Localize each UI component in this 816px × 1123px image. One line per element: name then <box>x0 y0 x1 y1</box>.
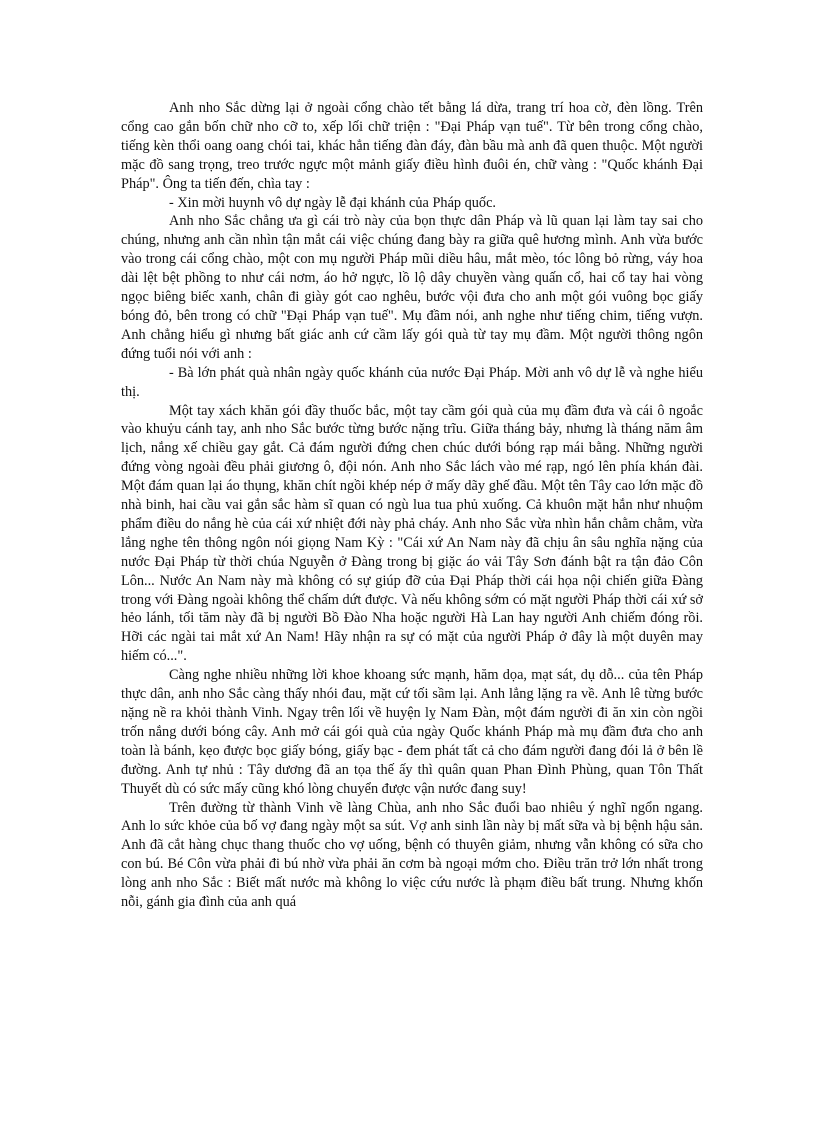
dialogue-invitation: - Xin mời huynh vô dự ngày lễ đại khánh của Pháp quốc. <box>169 194 496 211</box>
paragraph-french-woman: Anh nho Sắc chẳng ưa gì cái trò này của bọn thực dân Pháp và lũ quan lại làm tay sai cho chúng, nhưng anh cần nhìn tận mắt cái việc chúng đang bày ra giữa quê hương mình. Anh vừa bước vào trong cái cổng chào, một con mụ người Pháp mũi diều hâu, mắt mèo, tóc lông bỏ rừng, váy hoa dài lệt bệt phồng to như cái nơm, áo hở ngực, lồ lộ dây chuyền vàng quấn cổ, hai cổ tay hai vòng ngọc biêng biếc xanh, chân đi giày gót cao nghêu, bước vội đưa cho anh một gói vuông bọc giấy bóng đỏ, bên trong có chữ "Đại Pháp vạn tuế". Mụ đầm nói, anh nghe như tiếng chim, tiếng vượn. Anh chẳng hiểu gì nhưng bất giác anh cứ cầm lấy gói quà từ tay mụ đầm. Một người thông ngôn đứng tuổi nói với anh : <box>121 213 703 362</box>
paragraph-arrival: Anh nho Sắc dừng lại ở ngoài cổng chào tết bằng lá dừa, trang trí hoa cờ, đèn lồng. Trên cổng cao gắn bốn chữ nho cỡ to, xếp lối chữ triện : "Đại Pháp vạn tuế". Từ bên trong cổng chào, tiếng kèn thổi oang oang chói tai, khác hẳn tiếng đàn đáy, đàn bầu mà anh đã quen thuộc. Một người mặc đồ sang trọng, treo trước ngực một mảnh giấy điều hình đuôi én, chữ vàng : "Quốc khánh Đại Pháp". Ông ta tiến đến, chìa tay : <box>121 100 703 192</box>
paragraph-ceremony: Một tay xách khăn gói đầy thuốc bắc, một tay cầm gói quà của mụ đầm đưa và cái ô ngoắc vào khuỷu cánh tay, anh nho Sắc bước từng bước nặng trĩu. Giữa tháng bảy, nhưng là tháng năm âm lịch, nắng xế chiều gay gắt. Cả đám người đứng chen chúc dưới bóng rạp mái bằng. Những người đứng vòng ngoài đều phải giương ô, đội nón. Anh nho Sắc lách vào mé rạp, ngó lên phía khán đài. Một đám quan lại áo thụng, khăn chít ngồi khép nép ở mấy dãy ghế đầu. Một tên Tây cao lớn mặc đồ nhà binh, hai cầu vai gắn sắc hàm sĩ quan có ngù lua tua phủ xuống. Cả khuôn mặt hắn như nhuộm phẩm điều do nắng hè của cái xứ nhiệt đới này phả cháy. Anh nho Sắc vừa nhìn hắn chằm chằm, vừa lắng nghe tên thông ngôn nói giọng Nam Kỳ : "Cái xứ An Nam này đã chịu ân sâu nghĩa nặng của nước Đại Pháp từ thời chúa Nguyễn ở Đàng trong bị giặc áo vải Tây Sơn đánh bật ra tận đảo Côn Lôn... Nước An Nam này mà không có sự giúp đỡ của Đại Pháp thời cái họa nội chiến giữa Đàng trong với Đàng ngoài không thể chấm dứt được. Và nếu không sớm có mặt người Pháp thời cái xứ sở hẻo lánh, tối tăm này đã bị người Bồ Đào Nha hoặc người Hà Lan hay người Anh chiếm đóng rồi. Hỡi các ngài tai mắt xứ An Nam! Hãy nhận ra sự có mặt của người Pháp ở đây là một duyên may hiếm có...". <box>121 402 703 665</box>
paragraph-journey-home: Trên đường từ thành Vinh về làng Chùa, anh nho Sắc đuổi bao nhiêu ý nghĩ ngổn ngang. Anh lo sức khỏe của bố vợ đang ngày một sa sút. Vợ anh sinh lần này bị mất sữa và bị bệnh hậu sản. Anh đã cắt hàng chục thang thuốc cho vợ uống, bệnh có thuyên giảm, nhưng vẫn không có sữa cho con bú. Bé Côn vừa phải đi bú nhờ vừa phải ăn cơm bà ngoại mớm cho. Điều trăn trở lớn nhất trong lòng anh nho Sắc : Biết mất nước mà không lo việc cứu nước là phạm điều bất trung. Nhưng khốn nỗi, gánh gia đình của anh quá <box>121 799 703 911</box>
dialogue-interpreter: - Bà lớn phát quà nhân ngày quốc khánh của nước Đại Pháp. Mời anh vô dự lễ và nghe hiểu thị. <box>121 364 703 400</box>
paragraph-leaving: Càng nghe nhiều những lời khoe khoang sức mạnh, hăm dọa, mạt sát, dụ dỗ... của tên Pháp thực dân, anh nho Sắc càng thấy nhói đau, mặt cứ tối sầm lại. Anh lẳng lặng ra về. Anh lê từng bước nặng nề ra khỏi thành Vinh. Ngay trên lối về huyện lỵ Nam Đàn, một đám người đi ăn xin còn ngồi trốn nắng dưới bóng cây. Anh mở cái gói quà của ngày Quốc khánh Pháp mà mụ đầm đưa cho anh toàn là bánh, kẹo được bọc giấy bóng, giấy bạc - đem phát tất cả cho đám người đang đói lả ở bên lề đường. Anh tự nhủ : Tây dương đã an tọa thế ấy thì quân quan Phan Đình Phùng, quan Tôn Thất Thuyết dù có sức mấy cũng khó lòng chuyển được vận nước đang suy! <box>121 667 703 797</box>
document-page <box>121 99 703 912</box>
